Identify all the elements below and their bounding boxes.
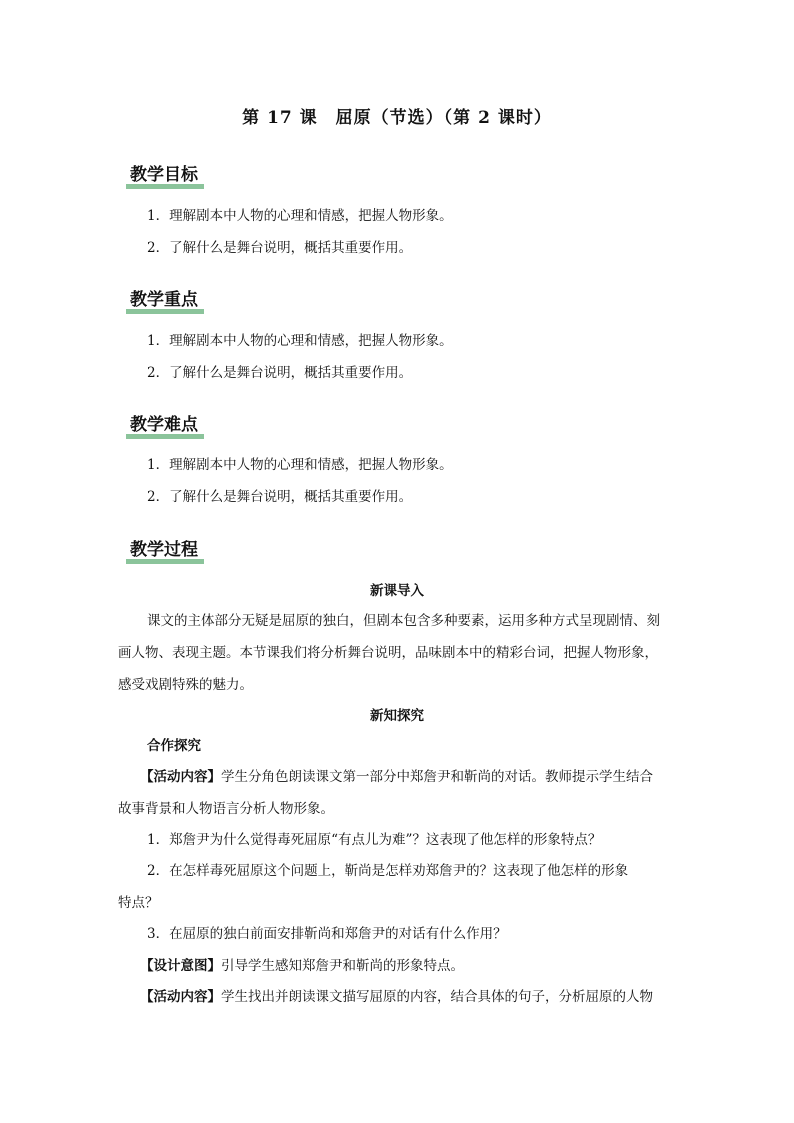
design-tag: 【设计意图】 [140, 958, 221, 974]
key-item: 2．了解什么是舞台说明，概括其重要作用。 [147, 365, 413, 381]
intro-paragraph-line: 画人物、表现主题。本节课我们将分析舞台说明，品味剧本中的精彩台词，把握人物形象， [118, 645, 658, 661]
question-item: 2．在怎样毒死屈原这个问题上，靳尚是怎样劝郑詹尹的？这表现了他怎样的形象 [147, 863, 629, 879]
activity-tag: 【活动内容】 [140, 769, 221, 785]
difficulty-item: 2．了解什么是舞台说明，概括其重要作用。 [147, 489, 413, 505]
activity-text: 学生分角色朗读课文第一部分中郑詹尹和靳尚的对话。教师提示学生结合 [221, 769, 653, 785]
explore-heading: 新知探究 [370, 708, 424, 724]
difficulty-item: 1．理解剧本中人物的心理和情感，把握人物形象。 [147, 457, 453, 473]
design-paragraph [140, 956, 464, 976]
design-text: 引导学生感知郑詹尹和靳尚的形象特点。 [221, 958, 464, 974]
intro-paragraph-line: 感受戏剧特殊的魅力。 [118, 677, 253, 693]
activity-paragraph [140, 987, 653, 1007]
question-item-cont: 特点？ [118, 895, 159, 911]
goal-item: 1．理解剧本中人物的心理和情感，把握人物形象。 [147, 208, 453, 224]
section-heading-goals: 教学目标 [126, 160, 204, 189]
activity-tag: 【活动内容】 [140, 989, 221, 1005]
activity-text: 学生找出并朗读课文描写屈原的内容，结合具体的句子，分析屈原的人物 [221, 989, 653, 1005]
coop-label: 合作探究 [147, 738, 201, 754]
intro-heading: 新课导入 [370, 583, 424, 599]
question-item: 3．在屈原的独白前面安排靳尚和郑詹尹的对话有什么作用？ [147, 926, 507, 942]
activity-paragraph-cont: 故事背景和人物语言分析人物形象。 [118, 801, 334, 817]
question-item: 1．郑詹尹为什么觉得毒死屈原“有点儿为难”？这表现了他怎样的形象特点？ [147, 832, 602, 848]
section-heading-difficulty: 教学难点 [126, 410, 204, 439]
section-heading-key: 教学重点 [126, 285, 204, 314]
activity-paragraph [140, 767, 653, 787]
intro-paragraph-line: 课文的主体部分无疑是屈原的独白，但剧本包含多种要素，运用多种方式呈现剧情、刻 [147, 613, 660, 629]
section-heading-process: 教学过程 [126, 535, 204, 564]
lesson-title: 第 17 课 屈原（节选）（第 2 课时） [242, 108, 552, 128]
key-item: 1．理解剧本中人物的心理和情感，把握人物形象。 [147, 333, 453, 349]
goal-item: 2．了解什么是舞台说明，概括其重要作用。 [147, 240, 413, 256]
